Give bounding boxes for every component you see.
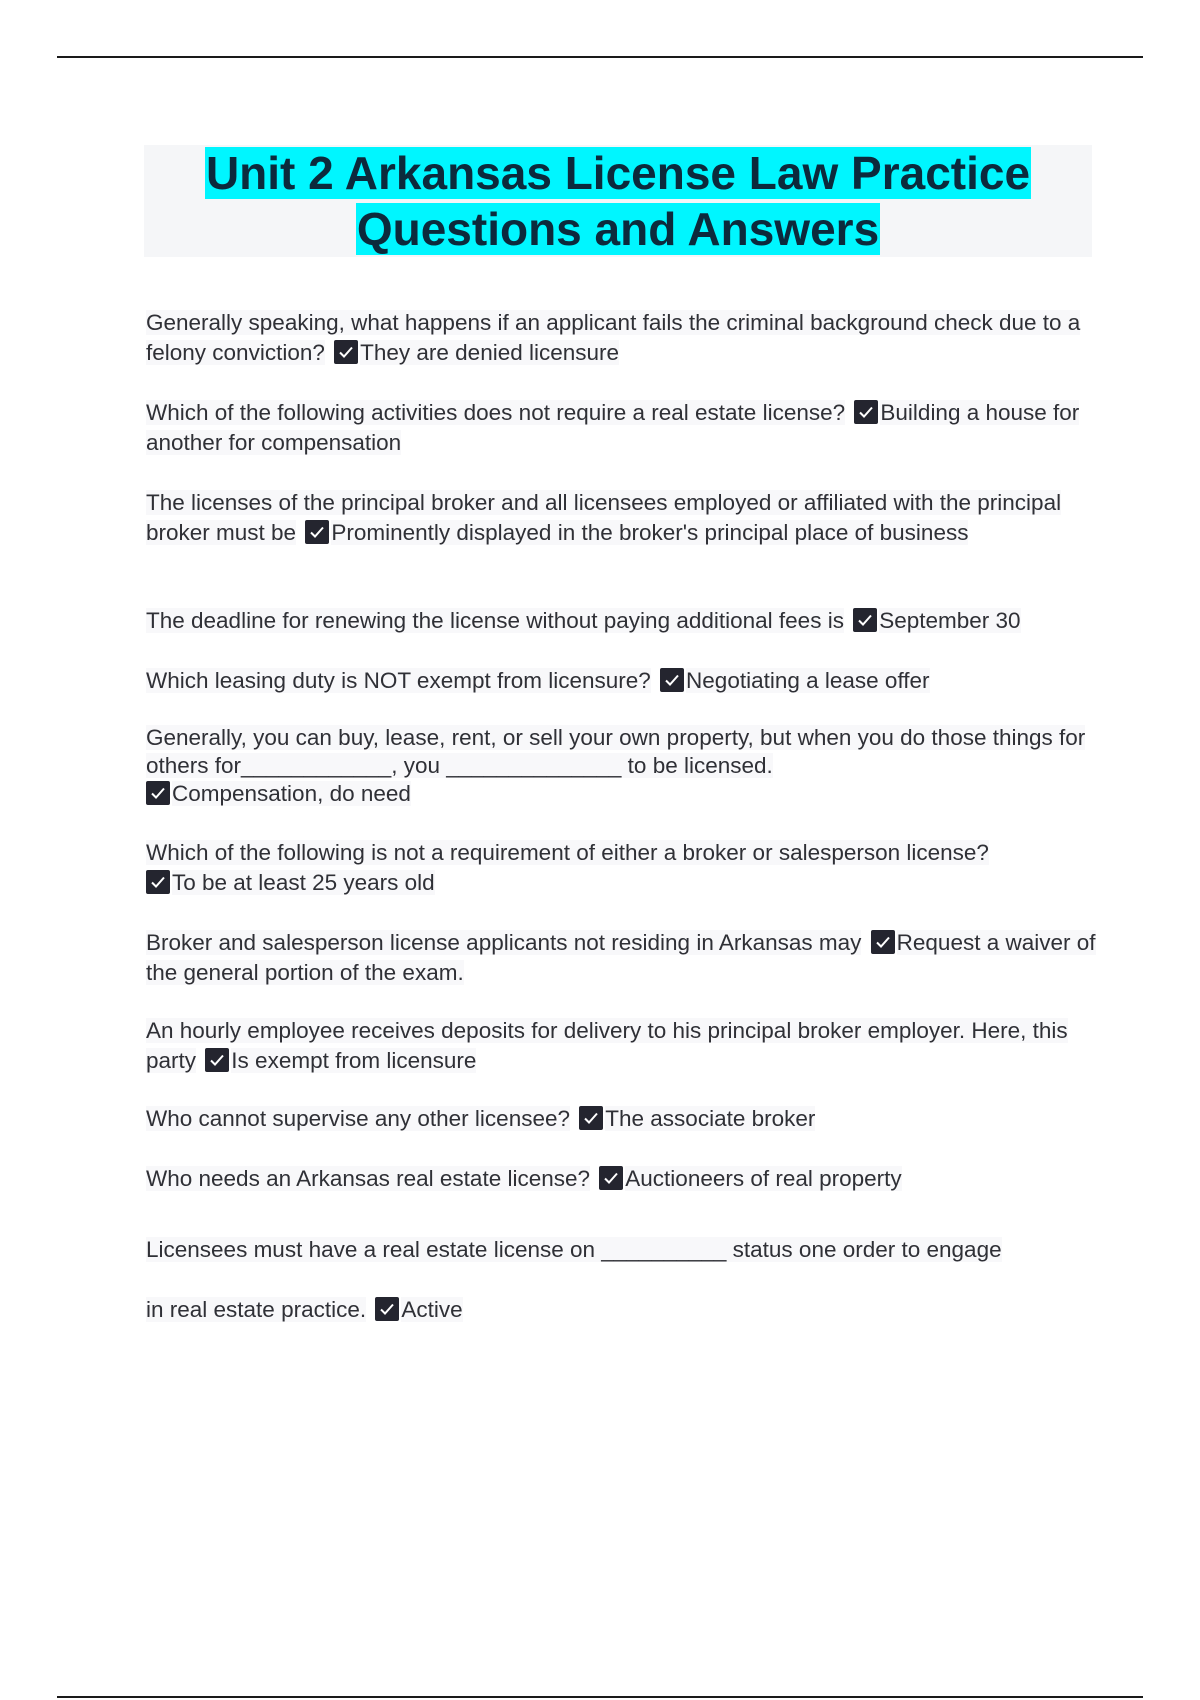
- answer-text: They are denied licensure: [360, 340, 620, 365]
- question-text: Which of the following is not a requirement of either a broker or salesperson license?: [146, 840, 989, 865]
- answer-text: Auctioneers of real property: [625, 1166, 902, 1191]
- answer-text: Building a house for another for compensation: [146, 400, 1080, 455]
- checkbox-check-icon: [599, 1166, 623, 1190]
- checkbox-check-icon: [205, 1048, 229, 1072]
- qa-item-10: [146, 1104, 1096, 1134]
- qa-item-12: [146, 1220, 1096, 1340]
- question-text: Generally speaking, what happens if an applicant fails the criminal background check due to a felony conviction?: [146, 310, 1081, 365]
- question-text: Which leasing duty is NOT exempt from licensure?: [146, 668, 651, 693]
- checkbox-check-icon: [579, 1106, 603, 1130]
- question-text: Generally, you can buy, lease, rent, or sell your own property, but when you do those things for others for____________, you ______________ to be licensed.: [146, 725, 1086, 778]
- page-title: [205, 147, 1031, 255]
- question-text: Licensees must have a real estate license on __________ status one order to engage: [146, 1237, 1002, 1262]
- answer-text: The associate broker: [605, 1106, 816, 1131]
- checkbox-check-icon: [146, 870, 170, 894]
- answer-text: Active: [401, 1297, 463, 1322]
- title-line-1: Unit 2 Arkansas License Law Practice: [205, 147, 1031, 199]
- qa-item-2: [146, 398, 1096, 458]
- checkbox-check-icon: [871, 930, 895, 954]
- question-text: Who cannot supervise any other licensee?: [146, 1106, 570, 1131]
- answer-text: Is exempt from licensure: [231, 1048, 477, 1073]
- qa-item-7: [146, 838, 1096, 898]
- qa-item-5: [146, 666, 1096, 696]
- checkbox-check-icon: [305, 520, 329, 544]
- answer-text: Request a waiver of the general portion of the exam.: [146, 930, 1096, 985]
- question-text-continued: in real estate practice.: [146, 1297, 367, 1322]
- bottom-rule: [57, 1696, 1143, 1698]
- checkbox-check-icon: [660, 668, 684, 692]
- answer-text: Compensation, do need: [172, 781, 411, 806]
- qa-item-3: [146, 488, 1096, 548]
- qa-item-9: [146, 1016, 1096, 1076]
- question-text: The deadline for renewing the license without paying additional fees is: [146, 608, 844, 633]
- question-text: The licenses of the principal broker and all licensees employed or affiliated with the principal broker must be: [146, 490, 1062, 545]
- question-text: Who needs an Arkansas real estate license?: [146, 1166, 591, 1191]
- title-line-2: Questions and Answers: [356, 203, 880, 255]
- answer-text: Prominently displayed in the broker's principal place of business: [331, 520, 969, 545]
- top-rule: [57, 56, 1143, 58]
- checkbox-check-icon: [375, 1297, 399, 1321]
- qa-item-11: [146, 1164, 1096, 1194]
- qa-item-4: [146, 606, 1096, 636]
- qa-item-6: [146, 724, 1096, 808]
- question-text: Which of the following activities does not require a real estate license?: [146, 400, 846, 425]
- checkbox-check-icon: [146, 781, 170, 805]
- answer-text: To be at least 25 years old: [172, 870, 435, 895]
- checkbox-check-icon: [854, 400, 878, 424]
- answer-text: Negotiating a lease offer: [686, 668, 930, 693]
- question-text: An hourly employee receives deposits for delivery to his principal broker employer. Here, this party: [146, 1018, 1068, 1073]
- answer-text: September 30: [879, 608, 1021, 633]
- checkbox-check-icon: [334, 340, 358, 364]
- qa-item-8: [146, 928, 1096, 988]
- question-text: Broker and salesperson license applicants not residing in Arkansas may: [146, 930, 862, 955]
- title-block: [144, 145, 1092, 257]
- qa-item-1: [146, 308, 1096, 368]
- checkbox-check-icon: [853, 608, 877, 632]
